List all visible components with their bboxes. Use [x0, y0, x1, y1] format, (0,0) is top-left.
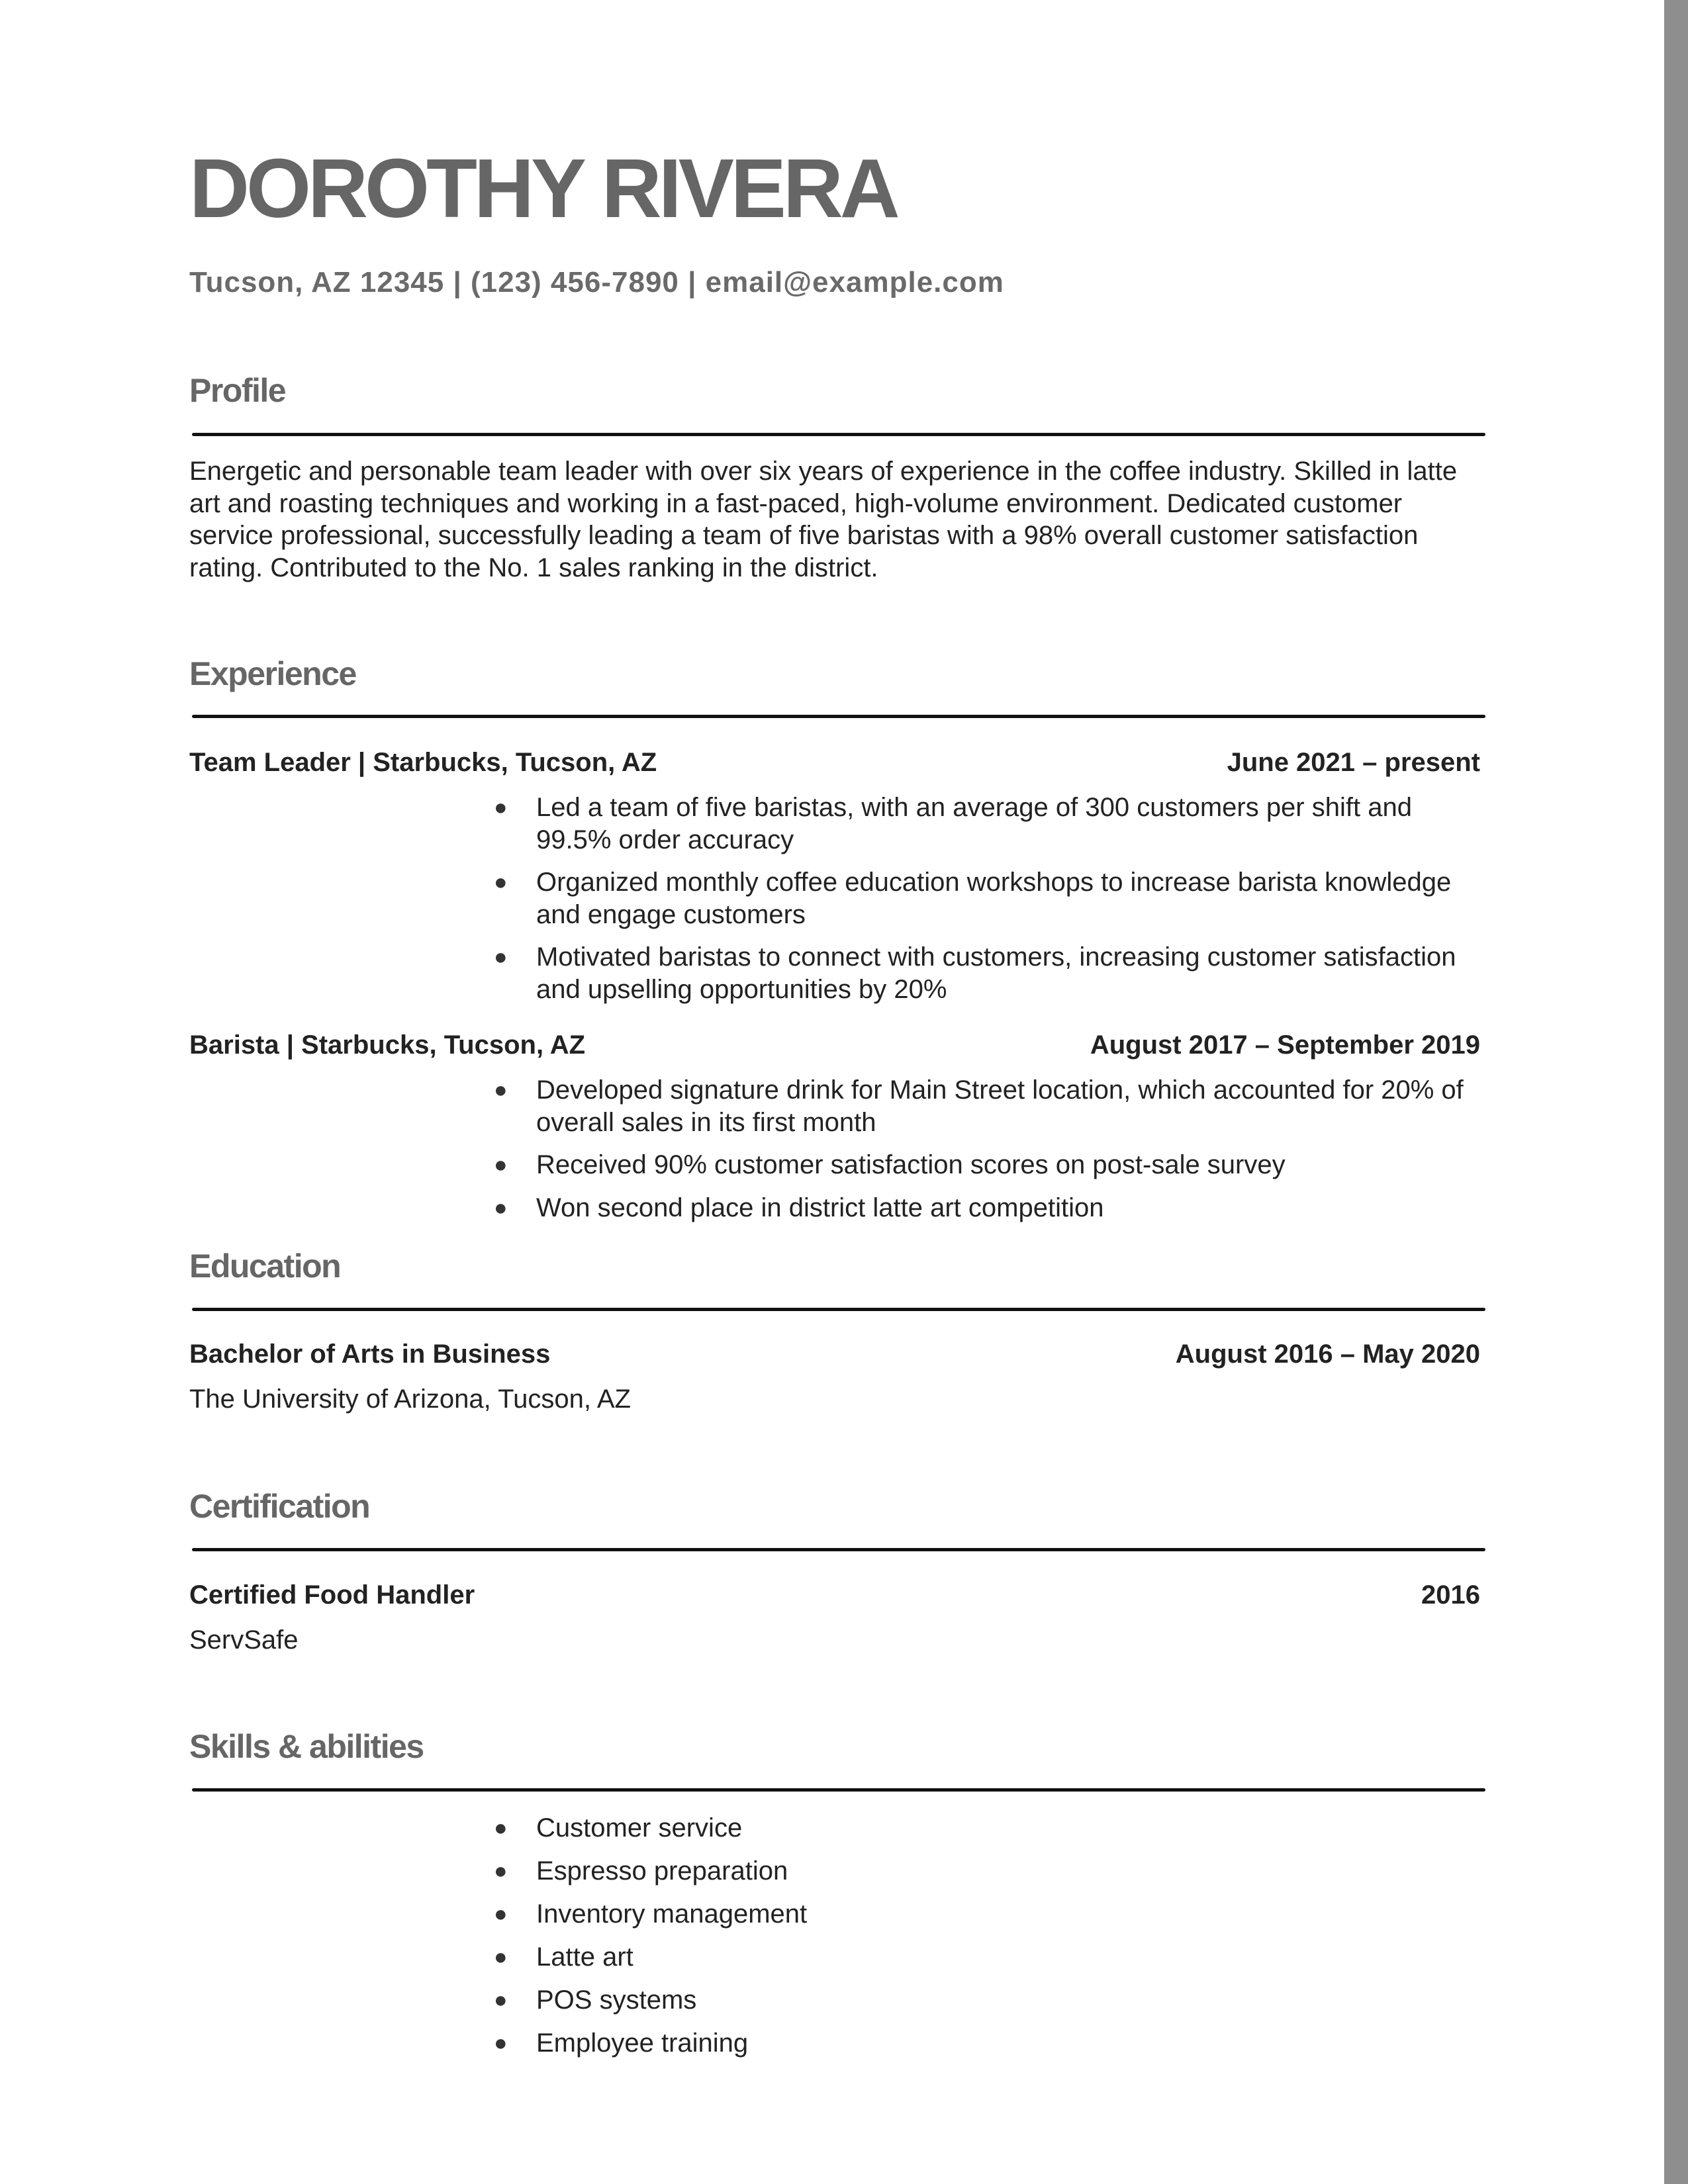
- certification-year: 2016: [1421, 1580, 1480, 1610]
- degree: Bachelor of Arts in Business: [189, 1340, 551, 1369]
- experience-divider: [192, 715, 1485, 718]
- education-divider: [192, 1308, 1485, 1311]
- list-item: ● Developed signature drink for Main Street location, which accounted for 20% of overall sales in its first month: [494, 1075, 1464, 1137]
- list-item: ● Latte art: [536, 1941, 1489, 1974]
- bullet-icon: ●: [494, 1987, 508, 2013]
- certification-issuer: ServSafe: [189, 1625, 299, 1655]
- candidate-name: DOROTHY RIVERA: [189, 142, 897, 235]
- list-item: ● Won second place in district latte art competition: [536, 1192, 1489, 1224]
- bullet-icon: ●: [494, 870, 508, 895]
- contact-line: Tucson, AZ 12345 | (123) 456-7890 | email@example.com: [189, 266, 1004, 298]
- list-item: ● Led a team of five baristas, with an average of 300 customers per shift and 99.5% order accuracy: [494, 793, 1412, 854]
- skills-heading: Skills & abilities: [189, 1728, 424, 1765]
- job-bullet-list: [494, 1074, 1489, 1234]
- bullet-icon: ●: [494, 944, 508, 970]
- school: The University of Arizona, Tucson, AZ: [189, 1385, 631, 1414]
- list-item: ● Motivated baristas to connect with customers, increasing customer satisfaction and upselling opportunities by 20%: [494, 942, 1456, 1004]
- list-item: ● POS systems: [536, 1984, 1489, 2017]
- bullet-icon: ●: [494, 2030, 508, 2056]
- certification-heading: Certification: [189, 1488, 370, 1525]
- skills-list: [494, 1812, 1489, 2070]
- certification-divider: [192, 1548, 1485, 1551]
- job-title: Team Leader | Starbucks, Tucson, AZ: [189, 748, 657, 777]
- list-item: ● Customer service: [536, 1812, 1489, 1844]
- bullet-icon: ●: [494, 1152, 508, 1177]
- list-item: ● Organized monthly coffee education workshops to increase barista knowledge and engage customers: [494, 868, 1452, 929]
- bullet-icon: ●: [494, 1815, 508, 1841]
- job-title: Barista | Starbucks, Tucson, AZ: [189, 1030, 586, 1060]
- bullet-icon: ●: [494, 1901, 508, 1927]
- job-bullet-list: [494, 792, 1489, 1016]
- job-dates: June 2021 – present: [1227, 748, 1480, 777]
- profile-summary: Energetic and personable team leader with over six years of experience in the coffee industry. Skilled in latte art and roasting techniques and working in a fast-paced, high-volume environment. Dedicated customer service professional, successfully leading a team of five baristas with a 98% overall customer satisfaction rating. Contributed to the No. 1 sales ranking in the district.: [189, 457, 1458, 582]
- list-item: ● Employee training: [536, 2027, 1489, 2060]
- bullet-icon: ●: [494, 1944, 508, 1970]
- list-item: ● Espresso preparation: [536, 1855, 1489, 1888]
- experience-heading: Experience: [189, 655, 356, 692]
- skills-divider: [192, 1788, 1485, 1792]
- scrollbar[interactable]: [1664, 0, 1688, 2184]
- bullet-icon: ●: [494, 1195, 508, 1220]
- list-item: ● Received 90% customer satisfaction scores on post-sale survey: [536, 1149, 1489, 1181]
- profile-divider: [192, 433, 1485, 436]
- bullet-icon: ●: [494, 1077, 508, 1103]
- list-item: ● Inventory management: [536, 1898, 1489, 1931]
- bullet-icon: ●: [494, 1858, 508, 1884]
- education-heading: Education: [189, 1248, 341, 1285]
- certification-name: Certified Food Handler: [189, 1580, 475, 1610]
- profile-heading: Profile: [189, 372, 286, 409]
- job-dates: August 2017 – September 2019: [1090, 1030, 1480, 1060]
- education-dates: August 2016 – May 2020: [1175, 1340, 1480, 1369]
- bullet-icon: ●: [494, 795, 508, 820]
